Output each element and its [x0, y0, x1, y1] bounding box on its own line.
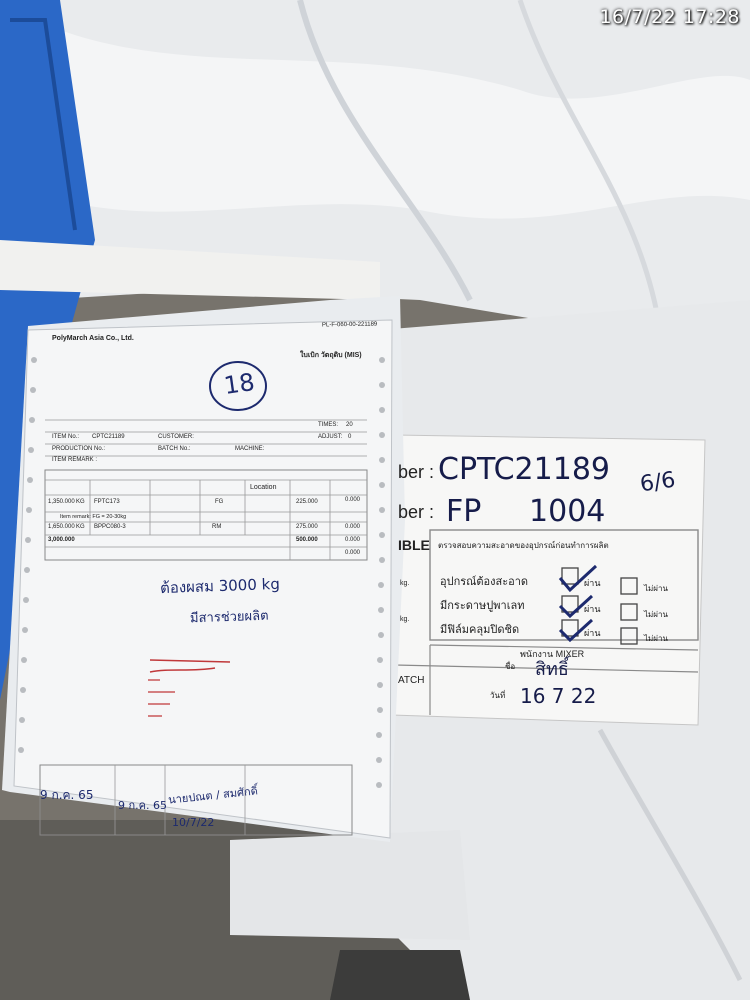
form-row-2-unit: KG [76, 524, 85, 530]
form-sign-date-2: 9 ก.ค. 65 [118, 799, 168, 812]
card-check-item-3: มีฟิล์มคลุมปิดชิด [440, 624, 520, 636]
form-customer-label: CUSTOMER: [158, 434, 194, 440]
form-row-2-extra: 0.000 [345, 524, 361, 530]
form-item-remark-row: Item remark: FG = 20-30kg [60, 514, 127, 520]
form-sign-name: นายปณต / สมศักดิ์ [167, 784, 259, 807]
card-item-label: ber : [398, 462, 435, 482]
form-sub-extra: 0.000 [345, 550, 361, 556]
card-pass-label-1: ผ่าน [584, 578, 601, 588]
form-handwritten-number: 18 [222, 368, 257, 400]
form-batch-label: BATCH No.: [158, 446, 191, 452]
form-item-no-value: CPTC21189 [92, 434, 125, 440]
form-sign-date-1: 9 ก.ค. 65 [40, 788, 94, 802]
photo-timestamp: 16/7/22 17:28 [599, 6, 740, 28]
card-ible-label: IBLE [398, 537, 430, 553]
card-kg-label-1: kg. [400, 580, 410, 587]
form-row-2-loc: RM [212, 524, 222, 530]
form-production-no-label: PRODUCTION No.: [52, 446, 106, 452]
form-handwritten-note-1: ต้องผสม 3000 kg [159, 574, 281, 598]
form-row-1-loc: FG [215, 499, 224, 505]
card-pass-label-3: ผ่าน [584, 628, 601, 638]
form-times-value: 20 [346, 422, 353, 428]
form-location-header: Location [250, 484, 277, 491]
card-check-item-1: อุปกรณ์ต้องสะอาด [440, 576, 529, 588]
card-fp-value: FP 1004 [446, 494, 606, 529]
card-name-label: ชื่อ [505, 662, 516, 671]
card-fail-label-2: ไม่ผ่าน [644, 610, 668, 619]
form-total-weight: 500.000 [296, 537, 318, 543]
form-handwritten-note-2: มีสารช่วยผลิต [189, 608, 269, 627]
card-page-value: 6/6 [638, 467, 677, 498]
form-item-remark-label: ITEM REMARK : [52, 457, 98, 463]
form-row-2-weight: 275.000 [296, 524, 318, 530]
card-fp-label: ber : [398, 502, 435, 522]
form-row-2-code: BPPC080-3 [94, 524, 126, 530]
card-atch-label: ATCH [398, 675, 425, 686]
card-fail-label-1: ไม่ผ่าน [644, 584, 668, 593]
form-row-2-qty: 1,650.000 [48, 524, 75, 530]
form-total-qty: 3,000.000 [48, 537, 75, 543]
form-doc-no: PL-F-060-00-221189 [321, 321, 378, 329]
card-pass-label-2: ผ่าน [584, 604, 601, 614]
card-kg-label-2: kg. [400, 616, 410, 623]
form-item-no-label: ITEM No.: [52, 434, 80, 440]
form-machine-label: MACHINE: [235, 446, 265, 452]
form-adjust-value: 0 [348, 434, 352, 440]
form-sign-date-3: 10/7/22 [172, 816, 215, 829]
card-fail-label-3: ไม่ผ่าน [644, 634, 668, 643]
card-date-label: วันที่ [490, 691, 506, 700]
card-check-header: ตรวจสอบความสะอาดของอุปกรณ์ก่อนทำการผลิต [438, 541, 609, 550]
card-date-value: 16 7 22 [520, 684, 597, 708]
form-row-1-extra: 0.000 [345, 497, 361, 503]
form-row-1-qty: 1,350.000 [48, 499, 75, 505]
form-row-1-code: FPTC173 [94, 499, 120, 505]
card-name-value: สิทธิ์ [535, 659, 569, 680]
form-times-label: TIMES: [318, 422, 339, 428]
form-row-1-weight: 225.000 [296, 499, 318, 505]
card-mixer-label: พนักงาน MIXER [520, 649, 585, 659]
form-row-1-unit: KG [76, 499, 85, 505]
form-title: ใบเบิก วัตถุดิบ (MIS) [300, 352, 362, 359]
form-company-name: PolyMarch Asia Co., Ltd. [52, 335, 134, 342]
form-total-extra: 0.000 [345, 537, 361, 543]
card-check-item-2: มีกระดาษปูพาเลท [440, 600, 525, 612]
card-item-value: CPTC21189 [438, 452, 610, 487]
form-adjust-label: ADJUST: [318, 434, 343, 440]
